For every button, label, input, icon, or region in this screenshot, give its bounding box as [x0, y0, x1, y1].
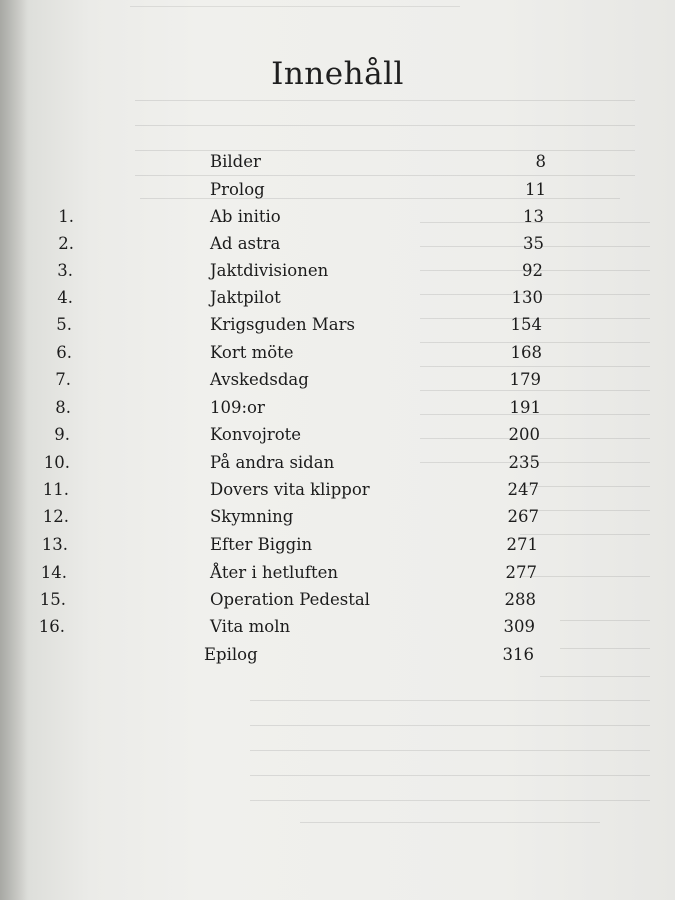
chapter-title: Dovers vita klippor — [210, 480, 370, 499]
chapter-title: Jaktpilot — [210, 288, 281, 307]
page-number: 309 — [503, 617, 535, 636]
chapter-number: 4. — [57, 288, 73, 307]
toc-row — [0, 617, 535, 641]
chapter-number: 7. — [55, 370, 71, 389]
chapter-title: Åter i hetluften — [210, 563, 339, 582]
chapter-number: 2. — [58, 234, 74, 253]
chapter-title: Konvojrote — [210, 425, 302, 444]
page-number: 267 — [507, 507, 539, 526]
toc-row — [0, 507, 539, 531]
page-number: 13 — [523, 207, 544, 226]
chapter-number: 12. — [42, 507, 69, 526]
chapter-title: Operation Pedestal — [210, 590, 370, 609]
page-number: 277 — [505, 563, 537, 582]
chapter-title: Skymning — [210, 507, 294, 526]
toc-row — [0, 152, 546, 176]
toc-row — [0, 398, 541, 422]
toc-row — [0, 315, 542, 339]
toc-row — [0, 425, 540, 449]
chapter-number: 15. — [39, 590, 66, 609]
chapter-title: På andra sidan — [210, 453, 335, 472]
page-number: 247 — [507, 480, 539, 499]
toc-row — [0, 288, 543, 312]
chapter-title: Vita moln — [210, 617, 291, 636]
chapter-number: 10. — [43, 453, 70, 472]
chapter-number: 1. — [58, 207, 74, 226]
chapter-title: Jaktdivisionen — [210, 261, 329, 280]
page-number: 8 — [535, 152, 546, 171]
chapter-number: 16. — [38, 617, 65, 636]
chapter-number: 3. — [57, 261, 73, 280]
chapter-number: 13. — [41, 535, 68, 554]
toc-row — [0, 207, 544, 231]
page-number: 168 — [510, 343, 542, 362]
chapter-number: 8. — [55, 398, 71, 417]
chapter-title: Avskedsdag — [210, 370, 309, 389]
chapter-title: Bilder — [210, 152, 261, 171]
toc-row — [0, 180, 546, 204]
toc-row — [0, 261, 543, 285]
page-number: 316 — [502, 645, 534, 664]
chapter-title: Prolog — [210, 180, 265, 199]
toc-row — [0, 453, 540, 477]
page-number: 11 — [525, 180, 546, 199]
chapter-number: 6. — [56, 343, 72, 362]
chapter-number: 5. — [56, 315, 72, 334]
spine-shadow — [0, 0, 28, 900]
toc-row — [0, 535, 538, 559]
chapter-title: 109:or — [210, 398, 265, 417]
page-number: 288 — [504, 590, 536, 609]
page-number: 154 — [510, 315, 542, 334]
toc-row — [0, 343, 542, 367]
page-number: 191 — [509, 398, 541, 417]
page-number: 92 — [522, 261, 543, 280]
chapter-number: 11. — [42, 480, 69, 499]
toc-row — [0, 480, 539, 504]
page-number: 271 — [506, 535, 538, 554]
page-number: 200 — [508, 425, 540, 444]
toc-row — [0, 645, 534, 669]
chapter-title: Efter Biggin — [210, 535, 313, 554]
page-number: 130 — [511, 288, 543, 307]
chapter-number: 9. — [54, 425, 70, 444]
chapter-title: Ab initio — [210, 207, 281, 226]
chapter-number: 14. — [40, 563, 67, 582]
chapter-title: Epilog — [204, 645, 258, 664]
chapter-title: Ad astra — [210, 234, 281, 253]
page-title: Innehåll — [271, 56, 404, 92]
chapter-title: Krigsguden Mars — [210, 315, 355, 334]
toc-row — [0, 563, 537, 587]
chapter-title: Kort möte — [210, 343, 294, 362]
toc-row — [0, 234, 544, 258]
toc-row — [0, 590, 536, 614]
page-number: 179 — [509, 370, 541, 389]
toc-row — [0, 370, 541, 394]
page-number: 235 — [508, 453, 540, 472]
page-number: 35 — [523, 234, 544, 253]
